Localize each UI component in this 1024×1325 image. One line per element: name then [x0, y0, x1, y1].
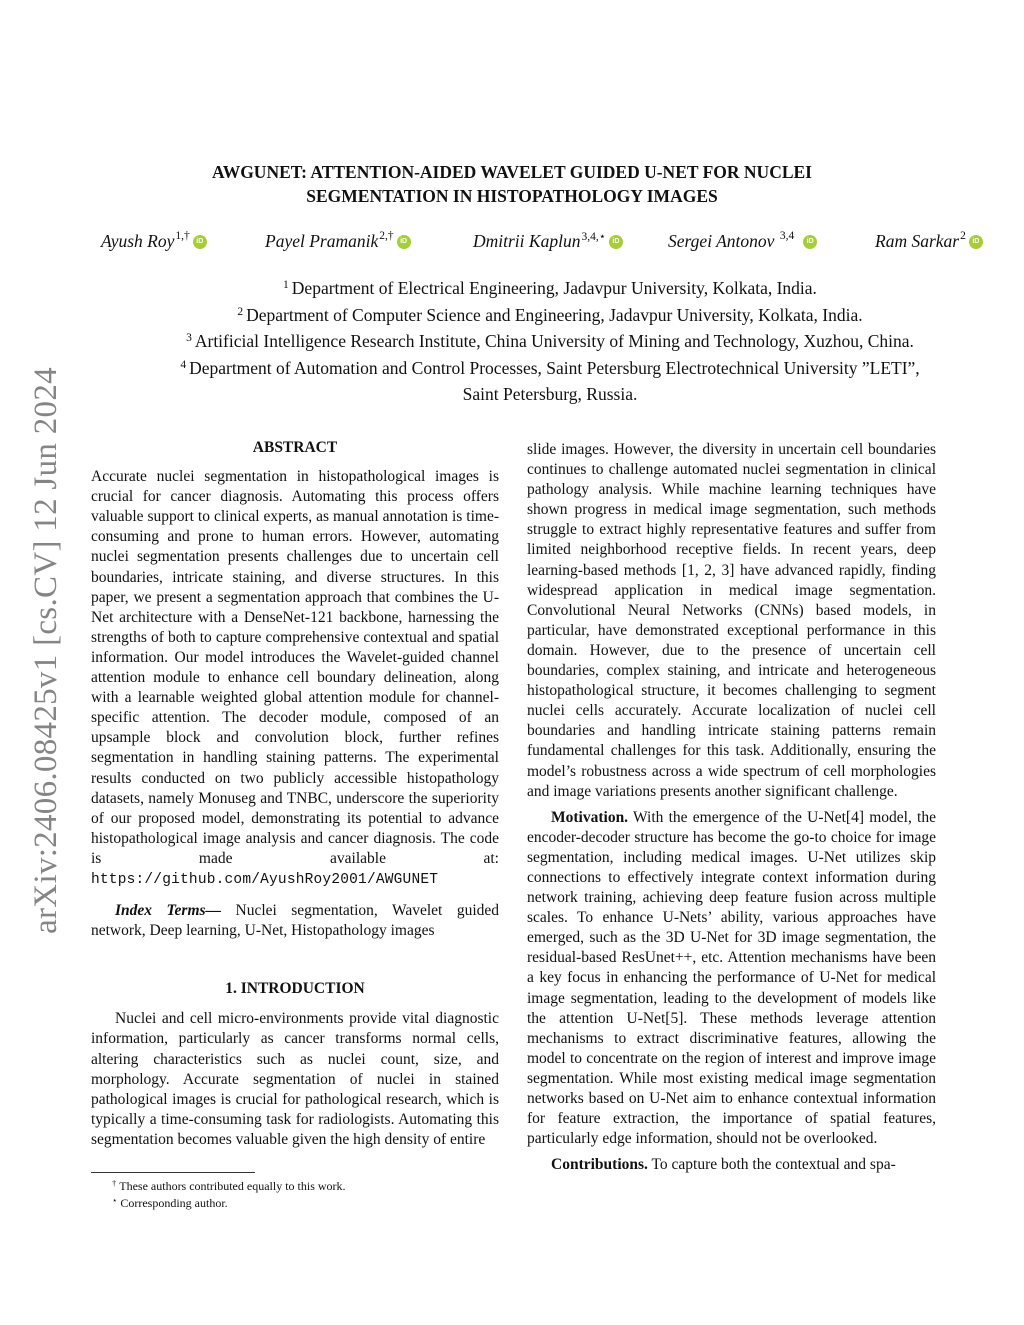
orcid-icon[interactable]: iD	[397, 235, 411, 249]
abstract-body	[91, 467, 499, 890]
affiliation-text: Artificial Intelligence Research Institute, China University of Mining and Technology, Xuzhou, China.	[194, 331, 914, 351]
author-name: Ayush Roy	[101, 231, 175, 251]
author-affil-marks: 2	[960, 229, 966, 242]
index-terms-text: Nuclei segmentation, Wavelet guided network, Deep learning, U-Net, Histopathology images	[91, 902, 500, 940]
author	[668, 231, 817, 252]
footnotes	[112, 1178, 346, 1212]
footnote	[112, 1178, 346, 1195]
orcid-icon[interactable]: iD	[609, 235, 623, 249]
index-terms	[91, 901, 499, 941]
affiliation-number: 4	[180, 358, 187, 371]
introduction-heading: 1. INTRODUCTION	[225, 980, 365, 998]
affiliation-text: Saint Petersburg, Russia.	[462, 384, 638, 404]
footnote-text: These authors contributed equally to this work.	[119, 1179, 346, 1193]
affiliation	[100, 357, 1000, 384]
footnote	[112, 1195, 346, 1212]
author-name: Dmitrii Kaplun	[473, 231, 581, 251]
introduction-text-flow	[91, 1009, 499, 1150]
arxiv-identifier-text: arXiv:2406.08425v1 [cs.CV] 12 Jun 2024	[27, 366, 64, 934]
author-name: Ram Sarkar	[875, 231, 960, 251]
affiliation	[100, 277, 1000, 304]
motivation-label: Motivation.	[551, 808, 629, 826]
right-column	[527, 440, 936, 1175]
index-terms-label: Index Terms—	[115, 902, 222, 920]
affiliation-number: 2	[237, 305, 244, 318]
footnote-mark: †	[112, 1178, 117, 1188]
affiliation-number: 3	[186, 332, 192, 344]
orcid-icon[interactable]: iD	[803, 235, 817, 249]
abstract-heading: ABSTRACT	[252, 439, 338, 456]
intro-paragraph-part: slide images. However, the diversity in uncertain cell boundaries continues to challenge automated nuclei segmentation in clinical pathology analysis. While machine learning techniques have shown progress in medical image segmentation, such methods struggle to extract highly representative features and suffer from limited neighborhood receptive fields. In recent years, deep learning-based methods [1, 2, 3] have advanced rapidly, finding widespread application in medical image segmentation. Convolutional Neural Networks (CNNs) based models, in particular, have demonstrated exceptional performance in this domain. However, due to the presence of uncertain cell boundaries, complex staining, and intricate and heterogeneous histopathological structure, it becomes challenging to segment nuclei cells accurately. Accurate localization of nuclei cell boundaries and handling intricate staining patterns remain fundamental challenges for this task. Additionally, ensuring the model’s robustness across a wide spectrum of cell morphologies and image variations presents another significant challenge.	[527, 441, 936, 800]
title-line: SEGMENTATION IN HISTOPATHOLOGY IMAGES	[306, 186, 718, 206]
author-affil-marks: 2,†	[379, 229, 394, 242]
motivation-text: With the emergence of the U-Net[4] model, the encoder-decoder structure has become the go-to choice for image segmentation, including medical images. U-Net utilizes skip connections to effectively integrate context information during network training, achieving deep feature fusion across multiple scales. To enhance U-Nets’ ability, various approaches have emerged, such as the 3D U-Net for 3D image segmentation, the residual-based ResUnet++, etc. Attention mechanisms have been a key focus in enhancing the performance of U-Net for medical image segmentation, leading to the development of models like the attention U-Net[5]. These methods leverage attention mechanisms to extract discriminative features, allowing the model to concentrate on the region of interest and improve image segmentation. While most existing medical image segmentation networks based on U-Net aim to enhance contextual information for feature extraction, the importance of spatial features, particularly edge information, should not be overlooked.	[527, 808, 936, 1148]
contributions-paragraph	[527, 1155, 936, 1175]
intro-paragraph-part: Nuclei and cell micro-environments provide vital diagnostic information, particularly as cancer transforms normal cells, altering characteristics such as nuclei count, size, and morphology. Accurate segmentation of nuclei in stained pathological images is crucial for pathological research, which is typically a time-consuming task for radiologists. Automating this segmentation becomes valuable given the high density of entire	[91, 1010, 499, 1148]
footnote-mark: ⋆	[112, 1195, 118, 1205]
orcid-icon[interactable]: iD	[969, 235, 983, 249]
author	[265, 231, 411, 252]
footnote-text: Corresponding author.	[120, 1196, 228, 1210]
motivation-paragraph	[527, 808, 936, 1150]
author-affil-marks: 3,4,⋆	[581, 230, 606, 243]
affiliations	[100, 277, 1000, 407]
author-affil-marks: 1,†	[175, 229, 190, 242]
title-line: AWGUNET: ATTENTION-AIDED WAVELET GUIDED U-NET FOR NUCLEI	[212, 162, 812, 182]
affiliation-text: Department of Computer Science and Engineering, Jadavpur University, Kolkata, India.	[246, 304, 863, 325]
paper-title	[130, 160, 894, 208]
footnote-divider	[91, 1172, 255, 1173]
author	[875, 231, 983, 252]
left-column	[91, 438, 499, 1150]
affiliation	[100, 383, 1000, 407]
author-affil-marks: 3,4	[779, 229, 795, 242]
affiliation	[100, 304, 1000, 331]
introduction-continuation	[527, 440, 936, 802]
author-name: Payel Pramanik	[265, 231, 379, 251]
affiliation-text: Department of Electrical Engineering, Jadavpur University, Kolkata, India.	[291, 278, 817, 298]
code-url-link[interactable]: https://github.com/AyushRoy2001/AWGUNET	[91, 871, 439, 888]
affiliation-number: 1	[283, 279, 289, 291]
affiliation-text: Department of Automation and Control Processes, Saint Petersburg Electrotechnical University ”LETI”,	[189, 357, 920, 378]
arxiv-identifier	[24, 355, 68, 945]
contributions-text: To capture both the contextual and spa-	[647, 1156, 896, 1174]
affiliation	[100, 330, 1000, 357]
abstract-text: Accurate nuclei segmentation in histopathological images is crucial for cancer diagnosis. Automating this process offers valuable support to clinical experts, as manual annotation is time-consuming and prone to human errors. However, automating nuclei segmentation presents challenges due to uncertain cell boundaries, intricate staining, and diverse structures. In this paper, we present a segmentation approach that combines the U-Net architecture with a DenseNet-121 backbone, harnessing the strengths of both to capture comprehensive contextual and spatial information. Our model introduces the Wavelet-guided channel attention module to enhance cell boundary delineation, along with a learnable weighted global attention module for channel-specific attention. The decoder module, composed of an upsample block and convolution block, further refines segmentation in handling staining patterns. The experimental results conducted on two publicly accessible histopathology datasets, namely Monuseg and TNBC, underscore the superiority of our proposed model, demonstrating its potential to advance histopathological image analysis and cancer diagnosis. The code is made available at:	[91, 468, 499, 867]
author	[101, 231, 207, 252]
author	[473, 231, 623, 252]
author-name: Sergei Antonov	[668, 231, 779, 251]
contributions-label: Contributions.	[551, 1156, 648, 1174]
orcid-icon[interactable]: iD	[193, 235, 207, 249]
